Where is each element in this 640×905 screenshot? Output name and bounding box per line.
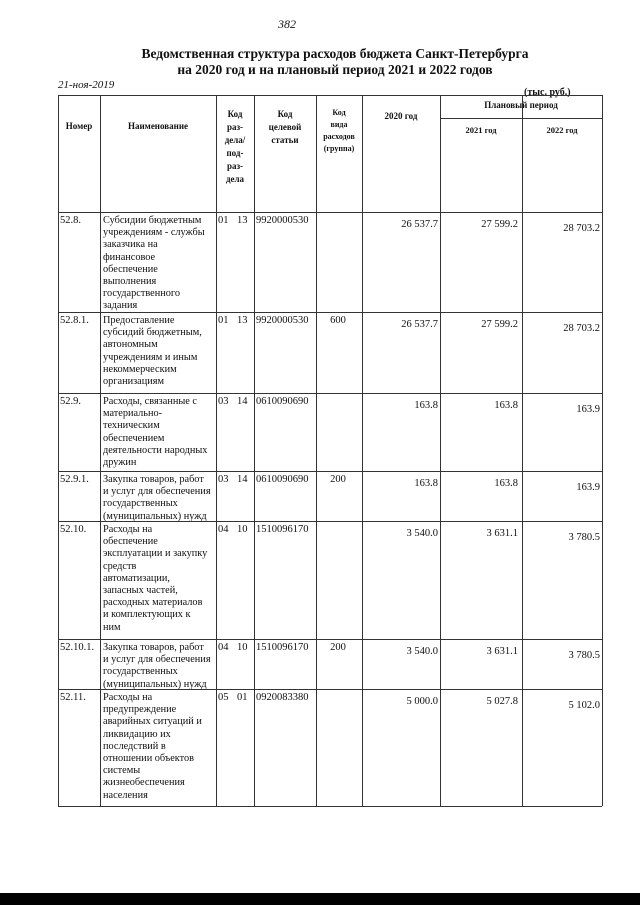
header-type-line: (группа) bbox=[323, 144, 355, 153]
row-number: 52.8.1. bbox=[60, 315, 89, 326]
header-target-line: целевой bbox=[268, 122, 302, 132]
row-name-line: запасных частей, bbox=[103, 585, 178, 597]
row-razdel: 01 bbox=[218, 215, 229, 226]
table-vertical-rule bbox=[522, 95, 523, 806]
header-2021: 2021 год bbox=[465, 125, 497, 135]
row-name bbox=[103, 642, 218, 691]
row-podrazdel: 13 bbox=[237, 215, 248, 226]
row-razdel: 04 bbox=[218, 524, 229, 535]
row-name-line: учреждениям и иным bbox=[103, 351, 198, 363]
row-2022: 3 780.5 bbox=[568, 650, 600, 661]
row-target: 1510096170 bbox=[256, 642, 309, 653]
header-name: Наименование bbox=[128, 121, 188, 131]
row-podrazdel: 13 bbox=[237, 315, 248, 326]
table-horizontal-rule bbox=[58, 639, 602, 640]
row-name-line: эксплуатации и закупку bbox=[103, 548, 208, 560]
row-2022: 163.9 bbox=[576, 482, 600, 493]
row-name-line: населения bbox=[103, 789, 148, 801]
row-name-line: дружин bbox=[103, 457, 137, 469]
header-target-line: Код bbox=[277, 109, 293, 119]
table-vertical-rule bbox=[100, 95, 101, 806]
row-name-line: государственных bbox=[103, 498, 178, 510]
row-name-line: отношении объектов bbox=[103, 753, 195, 765]
row-name-line: последствий в bbox=[103, 740, 166, 752]
table-vertical-rule bbox=[440, 95, 441, 806]
row-2020: 3 540.0 bbox=[406, 646, 438, 657]
header-type-line: вида bbox=[330, 120, 348, 129]
header-razdel-line: Код bbox=[227, 109, 243, 119]
table-vertical-rule bbox=[362, 95, 363, 806]
row-2021: 27 599.2 bbox=[481, 219, 518, 230]
row-number: 52.10.1. bbox=[60, 642, 95, 653]
table-horizontal-rule bbox=[58, 471, 602, 472]
header-2020: 2020 год bbox=[384, 111, 418, 121]
row-razdel: 03 bbox=[218, 474, 229, 485]
row-name bbox=[103, 524, 218, 634]
row-name-line: системы bbox=[103, 765, 141, 777]
row-name-line: государственных bbox=[103, 666, 178, 678]
table-horizontal-rule bbox=[58, 521, 602, 522]
table-horizontal-rule bbox=[58, 806, 602, 807]
row-name-line: Предоставление bbox=[103, 315, 175, 326]
page-number: 382 bbox=[278, 17, 296, 31]
row-name-line: субсидий бюджетным, bbox=[103, 327, 202, 339]
row-2020: 163.8 bbox=[414, 400, 438, 411]
header-type bbox=[316, 107, 362, 155]
row-name-line: финансовое bbox=[103, 251, 156, 263]
row-2022: 28 703.2 bbox=[563, 223, 600, 234]
row-name-line: Субсидии бюджетным bbox=[103, 215, 202, 226]
header-target bbox=[254, 108, 316, 147]
row-razdel: 01 bbox=[218, 315, 229, 326]
row-name bbox=[103, 692, 218, 802]
header-razdel-line: раз- bbox=[226, 161, 244, 171]
row-name bbox=[103, 215, 218, 313]
row-name-line: автоматизации, bbox=[103, 572, 170, 584]
row-razdel: 05 bbox=[218, 692, 229, 703]
row-podrazdel: 14 bbox=[237, 396, 248, 407]
header-type-line: расходов bbox=[323, 132, 355, 141]
row-2020: 5 000.0 bbox=[406, 696, 438, 707]
header-type-line: Код bbox=[332, 108, 346, 117]
row-name-line: предупреждение bbox=[103, 704, 177, 716]
row-name-line: обеспечением bbox=[103, 432, 165, 444]
table-vertical-rule bbox=[602, 95, 603, 806]
row-podrazdel: 10 bbox=[237, 642, 248, 653]
row-number: 52.11. bbox=[60, 692, 86, 703]
row-2022: 5 102.0 bbox=[568, 700, 600, 711]
row-number: 52.10. bbox=[60, 524, 87, 535]
row-name bbox=[103, 474, 218, 523]
table-horizontal-rule bbox=[440, 118, 602, 119]
row-2021: 163.8 bbox=[494, 400, 518, 411]
row-razdel: 04 bbox=[218, 642, 229, 653]
row-name-line: некоммерческим bbox=[103, 363, 177, 375]
row-number: 52.9. bbox=[60, 396, 81, 407]
row-2022: 163.9 bbox=[576, 404, 600, 415]
scan-border bbox=[0, 893, 640, 905]
row-name-line: выполнения bbox=[103, 276, 157, 288]
row-name-line: Закупка товаров, работ bbox=[103, 642, 204, 653]
row-2020: 163.8 bbox=[414, 478, 438, 489]
row-target: 0610090690 bbox=[256, 396, 309, 407]
row-razdel: 03 bbox=[218, 396, 229, 407]
header-razdel-line: дела bbox=[225, 174, 245, 184]
row-2022: 28 703.2 bbox=[563, 323, 600, 334]
header-razdel-line: раз- bbox=[226, 122, 244, 132]
table-horizontal-rule bbox=[58, 312, 602, 313]
row-name-line: и услуг для обеспечения bbox=[103, 654, 211, 666]
header-razdel-line: дела/ bbox=[224, 135, 246, 145]
row-type: 600 bbox=[330, 315, 346, 326]
row-target: 1510096170 bbox=[256, 524, 309, 535]
page-title-line-1: Ведомственная структура расходов бюджета Санкт-Петербурга bbox=[141, 46, 529, 61]
table-vertical-rule bbox=[254, 95, 255, 806]
row-2020: 26 537.7 bbox=[401, 219, 438, 230]
header-planned-period: Плановый период bbox=[484, 100, 558, 110]
row-2020: 26 537.7 bbox=[401, 319, 438, 330]
row-podrazdel: 01 bbox=[237, 692, 248, 703]
header-number: Номер bbox=[65, 121, 93, 131]
row-name-line: учреждениям - службы bbox=[103, 227, 205, 239]
table-horizontal-rule bbox=[58, 212, 602, 213]
row-target: 9920000530 bbox=[256, 215, 309, 226]
table-horizontal-rule bbox=[58, 689, 602, 690]
row-name-line: аварийных ситуаций и bbox=[103, 716, 202, 728]
row-name-line: Расходы на bbox=[103, 692, 153, 703]
row-name-line: обеспечение bbox=[103, 263, 158, 275]
row-name bbox=[103, 315, 218, 388]
row-name-line: обеспечение bbox=[103, 536, 158, 548]
row-2021: 5 027.8 bbox=[486, 696, 518, 707]
row-target: 0920083380 bbox=[256, 692, 309, 703]
row-name-line: материально- bbox=[103, 408, 163, 420]
row-2022: 3 780.5 bbox=[568, 532, 600, 543]
row-name-line: деятельности народных bbox=[103, 444, 208, 456]
row-name-line: заказчика на bbox=[103, 239, 158, 251]
units-label: (тыс. руб.) bbox=[524, 87, 571, 98]
header-target-line: статьи bbox=[271, 135, 299, 145]
row-type: 200 bbox=[330, 474, 346, 485]
report-date: 21-ноя-2019 bbox=[58, 79, 115, 91]
row-name-line: расходных материалов bbox=[103, 597, 203, 609]
row-number: 52.8. bbox=[60, 215, 81, 226]
row-name-line: Расходы, связанные с bbox=[103, 396, 197, 407]
header-razdel-line: под- bbox=[226, 148, 244, 158]
row-name-line: и услуг для обеспечения bbox=[103, 486, 211, 498]
row-type: 200 bbox=[330, 642, 346, 653]
row-target: 0610090690 bbox=[256, 474, 309, 485]
row-name-line: жизнеобеспечения bbox=[103, 777, 185, 789]
row-podrazdel: 14 bbox=[237, 474, 248, 485]
row-2021: 27 599.2 bbox=[481, 319, 518, 330]
row-name bbox=[103, 396, 218, 469]
table-vertical-rule bbox=[58, 95, 59, 806]
table-horizontal-rule bbox=[58, 95, 602, 96]
row-name-line: ним bbox=[103, 621, 121, 633]
row-name-line: Закупка товаров, работ bbox=[103, 474, 204, 485]
row-name-line: задания bbox=[103, 300, 138, 312]
table-vertical-rule bbox=[316, 95, 317, 806]
row-2020: 3 540.0 bbox=[406, 528, 438, 539]
table-horizontal-rule bbox=[58, 393, 602, 394]
row-number: 52.9.1. bbox=[60, 474, 89, 485]
row-name-line: организациям bbox=[103, 376, 165, 388]
row-2021: 3 631.1 bbox=[486, 646, 518, 657]
row-2021: 3 631.1 bbox=[486, 528, 518, 539]
page-title-line-2: на 2020 год и на плановый период 2021 и 2022 годов bbox=[177, 62, 493, 77]
row-name-line: средств bbox=[103, 560, 137, 572]
row-podrazdel: 10 bbox=[237, 524, 248, 535]
row-name-line: (муниципальных) нужд bbox=[103, 510, 207, 522]
table-vertical-rule bbox=[216, 95, 217, 806]
row-2021: 163.8 bbox=[494, 478, 518, 489]
row-name-line: и комплектующих к bbox=[103, 609, 191, 621]
header-razdel bbox=[216, 108, 254, 186]
row-name-line: ликвидацию их bbox=[103, 728, 171, 740]
header-2022: 2022 год bbox=[546, 125, 578, 135]
row-name-line: государственного bbox=[103, 288, 180, 300]
row-name-line: Расходы на bbox=[103, 524, 153, 535]
row-target: 9920000530 bbox=[256, 315, 309, 326]
row-name-line: техническим bbox=[103, 420, 160, 432]
row-name-line: автономным bbox=[103, 339, 158, 351]
row-name-line: (муниципальных) нужд bbox=[103, 678, 207, 690]
